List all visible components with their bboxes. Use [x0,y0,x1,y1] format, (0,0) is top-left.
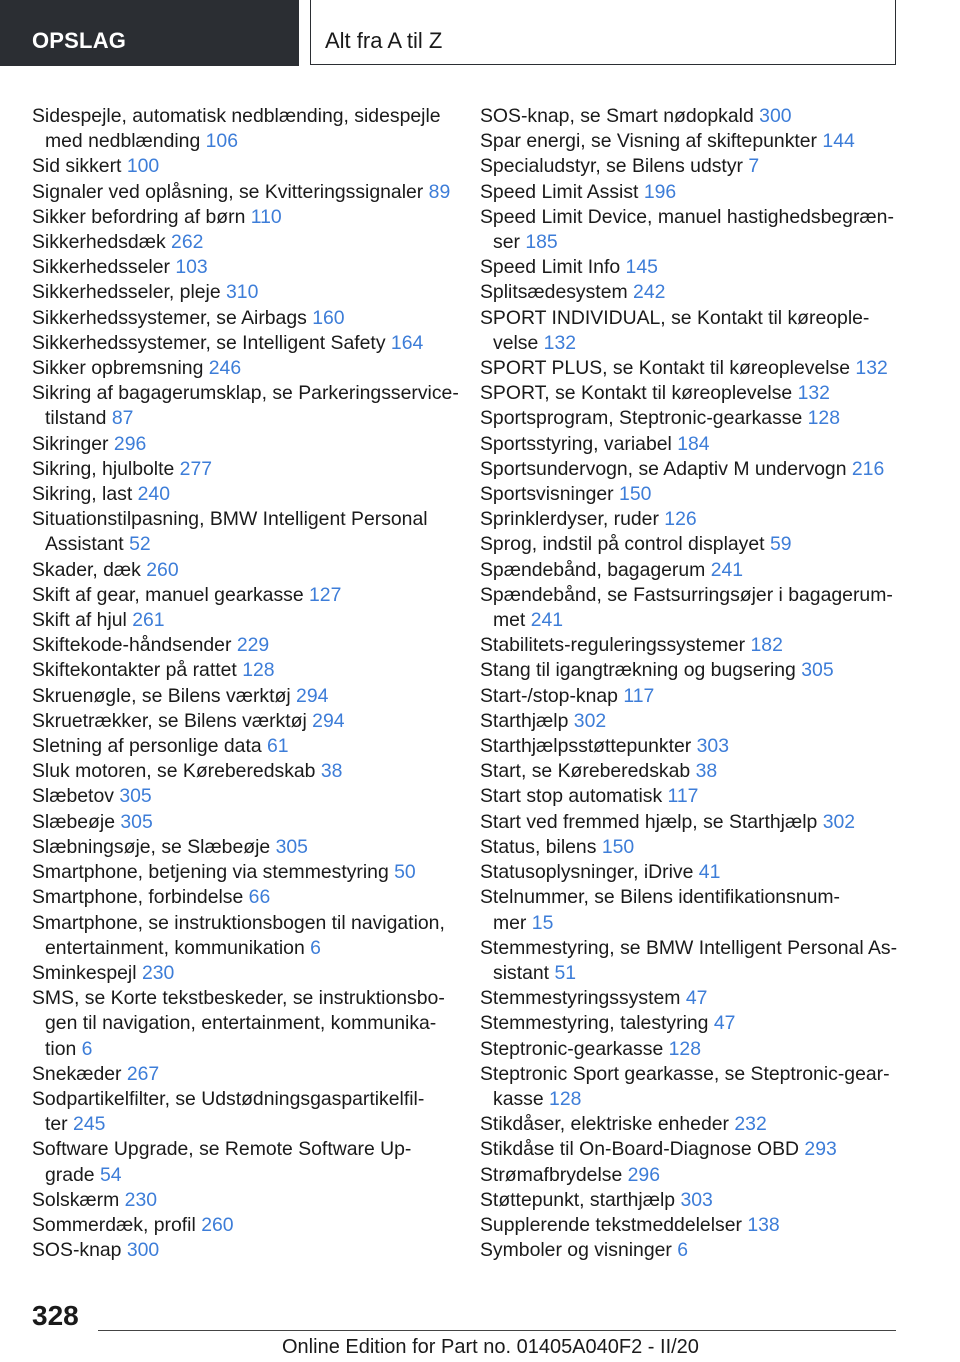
entry-text: Situationstilpasning, BMW Intelligent Personal [32,508,428,531]
index-entry [480,1188,910,1213]
page-reference-link[interactable]: 128 [242,659,275,682]
entry-text: Start ved fremmed hjælp, se Starthjælp [480,810,818,833]
page-reference-link[interactable]: 305 [119,785,152,808]
entry-text: Smartphone, betjening via stemmestyring [32,861,389,884]
page-reference-link[interactable]: 47 [685,987,708,1010]
page-reference-link[interactable]: 302 [573,709,607,732]
page-reference-link[interactable]: 262 [171,231,204,254]
page-reference-link[interactable]: 240 [137,483,170,506]
entry-text: Sikring af bagagerumsklap, se Parkeringsservice- [32,382,459,405]
page-reference-link[interactable]: 52 [129,533,151,556]
section-label: OPSLAG [32,28,127,53]
entry-text: Spar energi, se Visning af skiftepunkter [480,130,818,153]
index-entry [480,381,910,406]
entry-text: Solskærm [32,1188,120,1211]
index-entry [480,1112,910,1137]
page-reference-link[interactable]: 277 [179,457,213,480]
index-entry [480,1238,910,1263]
index-entry [32,104,452,154]
entry-text: velse [493,331,539,354]
entry-text: Stemmestyringssystem [480,987,681,1010]
entry-text: sistant [493,961,550,984]
index-entry [32,658,452,683]
page-reference-link[interactable]: 260 [201,1213,234,1236]
index-entry [32,633,452,658]
index-entry [480,507,910,532]
index-entry [32,911,452,961]
index-entry [32,1238,452,1263]
entry-text: Sikker opbremsning [32,357,204,380]
page-reference-link[interactable]: 196 [643,180,677,203]
page-reference-link[interactable]: 246 [208,357,242,380]
index-entry [32,759,452,784]
index-entry [480,1037,910,1062]
index-entry [32,608,452,633]
page-reference-link[interactable]: 144 [822,130,855,153]
entry-text: grade [45,1163,95,1186]
index-entry [480,810,910,835]
index-entry [32,709,452,734]
index-entry [32,1137,452,1187]
index-entry [480,734,910,759]
page-reference-link[interactable]: 132 [855,357,888,380]
index-entry [32,457,452,482]
page-reference-link[interactable]: 15 [531,911,554,934]
index-entry [480,1163,910,1188]
entry-text: Sikring, hjulbolte [32,457,175,480]
entry-text: Stemmestyring, talestyring [480,1012,709,1035]
page-reference-link[interactable]: 50 [394,861,416,884]
entry-text: Steptronic Sport gearkasse, se Steptronic-gear- [480,1062,890,1085]
page-reference-link[interactable]: 128 [668,1037,701,1060]
index-entry [32,180,452,205]
page-reference-link[interactable]: 230 [124,1188,158,1211]
entry-text: Slæbeøje [32,810,115,833]
page-reference-link[interactable]: 164 [390,331,424,354]
entry-text: Smartphone, se instruktionsbogen til navigation, [32,911,445,934]
index-entry [32,381,459,431]
page-reference-link[interactable]: 261 [132,609,165,632]
entry-text: Støttepunkt, starthjælp [480,1188,676,1211]
entry-text: Sid sikkert [32,155,122,178]
index-entry [32,961,452,986]
page-reference-link[interactable]: 305 [120,810,153,833]
index-entry [32,306,452,331]
page-reference-link[interactable]: 230 [141,961,175,984]
entry-text: Sikkerhedsseler, pleje [32,281,221,304]
entry-text: Software Upgrade, se Remote Software Up- [32,1138,412,1161]
page-reference-link[interactable]: 293 [804,1138,837,1161]
footer-edition: Online Edition for Part no. 01405A040F2 - II/20 [282,1336,699,1358]
entry-text: Stikdåse til On-Board-Diagnose OBD [480,1138,800,1161]
entry-text: Stelnummer, se Bilens identifikationsnum- [480,886,840,909]
page-reference-link[interactable]: 145 [625,256,658,279]
page-reference-link[interactable]: 38 [320,760,343,783]
entry-text: Spændebånd, bagagerum [480,558,706,581]
section-tab [0,0,299,66]
entry-text: mer [493,911,527,934]
index-entry [480,986,910,1011]
page-reference-link[interactable]: 110 [250,205,282,228]
page-reference-link[interactable]: 150 [619,483,652,506]
index-entry [480,180,910,205]
index-entry [32,255,452,280]
page-reference-link[interactable]: 184 [677,432,710,455]
index-entry [480,885,910,935]
chapter-title: Alt fra A til Z [325,28,443,53]
entry-text: Skader, dæk [32,558,141,581]
index-entry [480,205,910,255]
index-entry [480,306,910,356]
page-reference-link[interactable]: 185 [525,231,558,254]
index-entry [32,684,452,709]
page-reference-link[interactable]: 303 [696,735,729,758]
page-reference-link[interactable]: 267 [126,1062,160,1085]
entry-text: kasse [493,1087,544,1110]
page-reference-link[interactable]: 310 [226,281,259,304]
page-reference-link[interactable]: 300 [759,105,792,127]
page-reference-link[interactable]: 242 [633,281,666,304]
page-reference-link[interactable]: 126 [664,508,697,531]
page-reference-link[interactable]: 103 [175,256,208,279]
page-reference-link[interactable]: 6 [310,936,321,959]
entry-text: Supplerende tekstmeddelelser [480,1213,742,1236]
index-entry [480,684,910,709]
entry-text: med nedblænding [45,130,201,153]
index-entry [480,482,910,507]
entry-text: entertainment, kommunikation [45,936,305,959]
entry-text: Sprinklerdyser, ruder [480,508,659,531]
index-entry [32,356,452,381]
page-reference-link[interactable]: 61 [267,735,289,758]
entry-text: Steptronic-gearkasse [480,1037,664,1060]
entry-text: Start-/stop-knap [480,684,618,707]
index-entry [480,835,910,860]
entry-text: Skruenøgle, se Bilens værktøj [32,684,291,707]
index-entry [480,1011,910,1036]
index-entry [480,356,910,381]
index-entry [480,583,910,633]
index-entry [32,154,452,179]
page-reference-link[interactable]: 216 [851,457,885,480]
entry-text: Sikkerhedsseler [32,256,170,279]
entry-text: Strømafbrydelse [480,1163,623,1186]
page-reference-link[interactable]: 302 [822,810,856,833]
entry-text: Speed Limit Device, manuel hastighedsbegræn- [480,205,894,228]
index-entry [32,432,452,457]
page-reference-link[interactable]: 6 [677,1239,689,1262]
entry-text: Spændebånd, se Fastsurringsøjer i bagagerum- [480,583,893,606]
index-entry [480,936,910,986]
page-reference-link[interactable]: 150 [601,835,635,858]
index-entry [480,658,910,683]
page-reference-link[interactable]: 100 [126,155,160,178]
page-reference-link[interactable]: 106 [205,130,238,153]
index-entry [32,885,452,910]
index-entry [32,1062,452,1087]
page-reference-link[interactable]: 87 [111,407,134,430]
entry-text: Stang til igangtrækning og bugsering [480,659,796,682]
entry-text: ter [45,1113,68,1136]
entry-text: Assistant [45,533,124,556]
entry-text: Sprog, indstil på control displayet [480,533,765,556]
entry-text: tilstand [45,407,107,430]
page-reference-link[interactable]: 6 [81,1037,93,1060]
entry-text: Starthjælpsstøttepunkter [480,735,692,758]
index-entry [480,860,910,885]
chapter-title-box [310,0,896,65]
entry-text: Starthjælp [480,709,569,732]
page-reference-link[interactable]: 54 [100,1163,122,1186]
index-entry [32,860,452,885]
page-reference-link[interactable]: 132 [543,331,577,354]
entry-text: SMS, se Korte tekstbeskeder, se instruktionsbo- [32,987,445,1010]
page-reference-link[interactable]: 51 [554,961,577,984]
index-entry [480,709,910,734]
index-entry [480,1062,910,1112]
entry-text: Sikringer [32,432,109,455]
entry-text: Sluk motoren, se Køreberedskab [32,760,316,783]
entry-text: SPORT, se Kontakt til køreoplevelse [480,382,793,405]
index-entry [32,734,452,759]
entry-text: met [493,609,526,632]
page-reference-link[interactable]: 127 [309,583,342,606]
index-entry [480,784,910,809]
page-reference-link[interactable]: 59 [769,533,792,556]
index-entry [32,482,452,507]
page-reference-link[interactable]: 117 [667,785,699,808]
entry-text: Stikdåser, elektriske enheder [480,1113,729,1136]
entry-text: Statusoplysninger, iDrive [480,861,694,884]
entry-text: Specialudstyr, se Bilens udstyr [480,155,743,178]
page-reference-link[interactable]: 305 [801,659,834,682]
entry-text: Stemmestyring, se BMW Intelligent Personal As- [480,936,898,959]
index-entry [480,532,910,557]
page-reference-link[interactable]: 182 [750,634,783,657]
footer-divider [98,1330,896,1331]
entry-text: Start, se Køreberedskab [480,760,691,783]
index-entry [480,154,910,179]
page-reference-link[interactable]: 232 [734,1113,767,1136]
index-entry [32,205,452,230]
index-entry [32,230,452,255]
entry-text: Skift af gear, manuel gearkasse [32,583,304,606]
index-entry [480,104,910,129]
page-reference-link[interactable]: 303 [680,1188,713,1211]
index-entry [32,1087,452,1137]
entry-text: Smartphone, forbindelse [32,886,244,909]
entry-text: Sikkerhedsdæk [32,231,166,254]
entry-text: Splitsædesystem [480,281,628,304]
page-reference-link[interactable]: 296 [113,432,147,455]
entry-text: Sikring, last [32,483,133,506]
page-reference-link[interactable]: 229 [236,634,270,657]
index-entry [32,835,452,860]
index-entry [480,1137,910,1162]
page-reference-link[interactable]: 66 [248,886,271,909]
page-reference-link[interactable]: 160 [312,306,345,329]
entry-text: gen til navigation, entertainment, kommunika- [45,1012,437,1035]
entry-text: Symboler og visninger [480,1239,672,1262]
entry-text: Signaler ved oplåsning, se Kvitteringssignaler [32,180,424,203]
page-number: 328 [32,1300,79,1331]
index-entry [480,280,910,305]
index-entry [480,558,910,583]
entry-text: Sportsstyring, variabel [480,432,672,455]
page-reference-link[interactable]: 128 [807,407,840,430]
index-entry [32,280,452,305]
page-reference-link[interactable]: 294 [296,684,329,707]
entry-text: Sletning af personlige data [32,735,262,758]
entry-text: Speed Limit Assist [480,180,639,203]
index-entry [480,129,910,154]
page-reference-link[interactable]: 260 [146,558,179,581]
index-entry [480,457,910,482]
entry-text: Sportsundervogn, se Adaptiv M undervogn [480,457,847,480]
entry-text: Sikkerhedssystemer, se Airbags [32,306,307,329]
page-reference-link[interactable]: 7 [748,155,760,178]
page-reference-link[interactable]: 38 [695,760,718,783]
index-entry [480,432,910,457]
index-entry [32,507,452,557]
entry-text: SOS-knap, se Smart nødopkald [480,105,754,127]
page-reference-link[interactable]: 305 [275,835,308,858]
entry-text: Status, bilens [480,835,597,858]
entry-text: tion [45,1037,77,1060]
entry-text: SPORT INDIVIDUAL, se Kontakt til køreople- [480,306,870,329]
index-entry [480,633,910,658]
entry-text: Sikker befordring af børn [32,205,246,228]
entry-text: SPORT PLUS, se Kontakt til køreoplevelse [480,357,851,380]
page-reference-link[interactable]: 294 [312,709,345,732]
entry-text: Sidespejle, automatisk nedblænding, sidespejle [32,105,441,127]
index-entry [480,406,910,431]
entry-text: Sommerdæk, profil [32,1213,196,1236]
page-reference-link[interactable]: 117 [623,684,655,707]
page-reference-link[interactable]: 245 [73,1113,106,1136]
index-column-right [480,104,910,1263]
index-entry [480,1213,910,1238]
page-reference-link[interactable]: 241 [530,609,564,632]
entry-text: Stabilitets-reguleringssystemer [480,634,746,657]
index-entry [32,558,452,583]
entry-text: SOS-knap [32,1239,122,1262]
index-entry [32,986,452,1062]
entry-text: Sminkespejl [32,961,137,984]
entry-text: Skruetrækker, se Bilens værktøj [32,709,307,732]
entry-text: Speed Limit Info [480,256,621,279]
index-entry [32,331,452,356]
index-entry [32,784,452,809]
page-reference-link[interactable]: 41 [698,861,721,884]
index-entry [32,810,452,835]
page-reference-link[interactable]: 47 [713,1012,736,1035]
page-reference-link[interactable]: 89 [428,180,451,203]
entry-text: Sikkerhedssystemer, se Intelligent Safety [32,331,386,354]
entry-text: Slæbningsøje, se Slæbeøje [32,835,271,858]
page-reference-link[interactable]: 300 [126,1239,160,1262]
index-entry [32,1188,452,1213]
index-entry [480,759,910,784]
index-entry [32,1213,452,1238]
page-reference-link[interactable]: 241 [710,558,744,581]
entry-text: Start stop automatisk [480,785,663,808]
entry-text: Skift af hjul [32,609,127,632]
entry-text: Sportsprogram, Steptronic-gearkasse [480,407,803,430]
index-column-left [32,104,459,1263]
entry-text: Skiftekode-håndsender [32,634,232,657]
entry-text: Slæbetov [32,785,114,808]
entry-text: Skiftekontakter på rattet [32,659,237,682]
entry-text: Sportsvisninger [480,483,614,506]
entry-text: Snekæder [32,1062,122,1085]
page-reference-link[interactable]: 296 [627,1163,660,1186]
page-reference-link[interactable]: 128 [549,1087,582,1110]
index-entry [32,583,452,608]
page-reference-link[interactable]: 132 [797,382,830,405]
entry-text: Sodpartikelfilter, se Udstødningsgaspartikelfil- [32,1087,425,1110]
page-reference-link[interactable]: 138 [747,1213,780,1236]
index-entry [480,255,910,280]
entry-text: ser [493,231,520,254]
page-header [0,0,960,66]
